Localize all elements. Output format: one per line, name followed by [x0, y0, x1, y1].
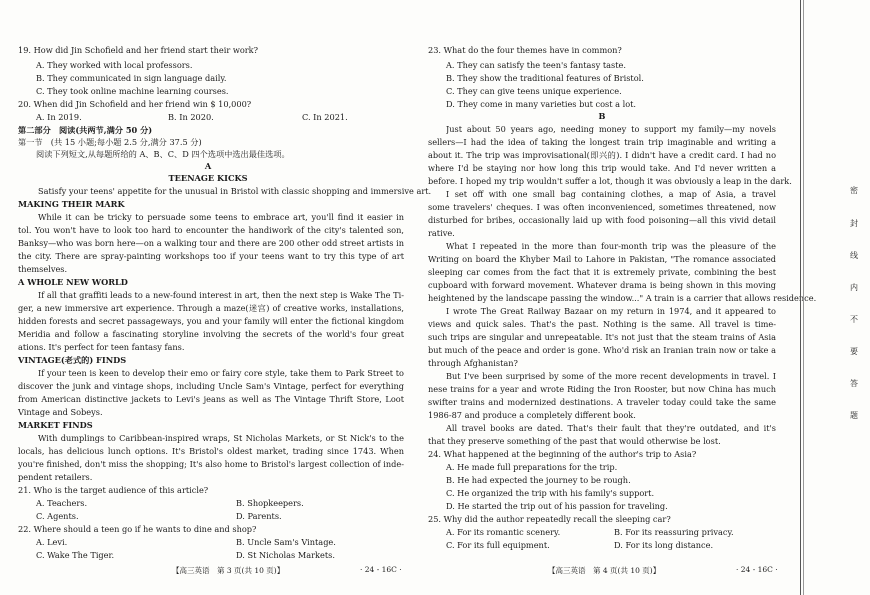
right-text-line: such trips are singular and unrepeatable. It's not just that the steam trains of Asia [428, 332, 776, 342]
left-text-line: B. In 2020. [168, 112, 214, 122]
seal-char: 封 [850, 219, 858, 228]
seal-char: 密 [850, 186, 858, 195]
seal-char: 题 [850, 411, 858, 420]
left-text-line: 20. When did Jin Schofield and her friend win $ 10,000? [18, 99, 252, 109]
left-text-line: 第一节 (共 15 小题;每小题 2.5 分,满分 37.5 分) [18, 137, 202, 147]
left-text-line: pendent retailers. [18, 472, 93, 482]
right-text-line: where I'd be staying nor how long this trip would take. And I'd never written a [428, 163, 776, 173]
left-text-line: ations. It's perfect for teen fantasy fans. [18, 342, 185, 352]
left-text-line: themselves. [18, 264, 68, 274]
left-text-line: With dumplings to Caribbean-inspired wraps, St Nicholas Markets, or St Nick's to the [38, 433, 404, 443]
left-text-line: C. Wake The Tiger. [36, 550, 115, 560]
left-text-line: TEENAGE KICKS [168, 173, 248, 183]
right-text-line: sellers—I had the idea of taking the longest train trip imaginable and writing a [428, 137, 776, 147]
right-text-line: but much of the peace and order is gone. Who'd risk an Iranian train now or take a [428, 345, 776, 355]
left-text-line: D. St Nicholas Markets. [236, 550, 335, 560]
left-text-line: B. Uncle Sam's Vintage. [236, 537, 336, 547]
right-text-line: 23. What do the four themes have in common? [428, 45, 622, 55]
left-text-line: VINTAGE(老式的) FINDS [18, 355, 127, 365]
right-text-line: C. They can give teens unique experience. [446, 86, 622, 96]
right-footer-page-number: 【高三英语 第 4 页(共 10 页)】 [548, 566, 661, 575]
right-text-line: before. I hoped my trip wouldn't suffer a lot, though it was obviously a leap in the dark. [428, 176, 792, 186]
right-text-line: that they preserve something of the past that would otherwise be lost. [428, 436, 721, 446]
left-text-line: the city. There are spray-painting workshops too if your teens want to try this type of art [18, 251, 404, 261]
right-text-line: some travelers' cheques. I was often inconvenienced, sometimes threatened, now [428, 202, 776, 212]
right-text-line: B [598, 111, 606, 121]
right-text-line: heightened by the landscape passing the window..." A train is a carrier that allows residence. [428, 293, 817, 303]
left-text-line: 第二部分 阅读(共两节,满分 50 分) [18, 125, 153, 135]
left-text-line: If all that graffiti leads to a new-found interest in art, then the next step is Wake The Ti- [38, 290, 404, 300]
left-text-line: A WHOLE NEW WORLD [18, 277, 128, 287]
left-text-line: 21. Who is the target audience of this article? [18, 485, 209, 495]
seal-char: 内 [850, 283, 858, 292]
left-text-line: MARKET FINDS [18, 420, 93, 430]
left-text-line: If your teen is keen to develop their emo or fairy core style, take them to Park Street to [38, 368, 404, 378]
left-footer-page-number: 【高三英语 第 3 页(共 10 页)】 [172, 566, 285, 575]
left-text-line: B. Shopkeepers. [236, 498, 304, 508]
left-text-line: A. Levi. [36, 537, 68, 547]
right-text-line: A. For its romantic scenery. [446, 527, 561, 537]
seal-char: 要 [850, 347, 858, 356]
right-text-line: Just about 50 years ago, needing money to support my family—my novels [446, 124, 776, 134]
left-text-line: A. They worked with local professors. [36, 60, 193, 70]
left-text-line: A. In 2019. [36, 112, 82, 122]
left-text-line: 阅读下列短文,从每题所给的 A、B、C、D 四个选项中选出最佳选项。 [36, 149, 290, 159]
left-text-line: A [204, 161, 212, 171]
left-text-line: Banksy—who was born here—on a walking tour and there are 200 other odd street artists in [18, 238, 404, 248]
left-text-line: A. Teachers. [36, 498, 88, 508]
right-text-line: 1986-87 and produce a completely different book. [428, 410, 636, 420]
right-footer-code: · 24 - 16C · [736, 565, 778, 574]
right-text-line: All travel books are dated. That's their fault that they're outdated, and it's [446, 423, 776, 433]
seal-line-strip [788, 0, 870, 595]
left-text-line: tol. You won't have to look too hard to encounter the handiwork of the city's talented son, [18, 225, 404, 235]
right-text-line: C. For its full equipment. [446, 540, 550, 550]
right-text-line: 24. What happened at the beginning of the author's trip to Asia? [428, 449, 697, 459]
left-footer-code: · 24 - 16C · [360, 565, 402, 574]
right-text-line: rative. [428, 228, 455, 238]
left-text-line: C. Agents. [36, 511, 79, 521]
right-text-line: views and quick sales. That's the past. Nothing is the same. All travel is time- [428, 319, 776, 329]
seal-char: 不 [850, 315, 858, 324]
right-text-line: nese trains for a year and wrote Riding the Iron Rooster, but now China has much [428, 384, 776, 394]
left-text-line: Satisfy your teens' appetite for the unusual in Bristol with classic shopping and immersive art. [38, 186, 432, 196]
right-text-line: through Afghanistan? [428, 358, 518, 368]
seal-char: 答 [850, 379, 858, 388]
right-text-line: swifter trains and modernized destinations. A traveler today could take the same [428, 397, 776, 407]
left-text-line: D. Parents. [236, 511, 282, 521]
right-page [416, 0, 817, 595]
right-text-line: I wrote The Great Railway Bazaar on my return in 1974, and it appeared to [446, 306, 776, 316]
left-page [0, 0, 432, 595]
right-text-line: D. For its long distance. [614, 540, 714, 550]
right-text-line: disturbed for bribes, occasionally laid up with food poisoning—all this vivid detail [428, 215, 776, 225]
left-text-line: Meridia and follow a fascinating storyline involving the secrets of the world's four great [18, 329, 404, 339]
right-text-line: What I repeated in the more than four-month trip was the pleasure of the [446, 241, 776, 251]
right-text-line: sleeping car comes from the fact that it is extremely private, combining the best [428, 267, 776, 277]
left-text-line: locals, has delicious lunch options. It's Bristol's oldest market, trading since 1743. When [18, 446, 404, 456]
right-text-line: B. For its reassuring privacy. [614, 527, 734, 537]
right-text-line: But I've been surprised by some of the more recent developments in travel. I [446, 371, 776, 381]
right-text-line: cupboard with forward movement. Whatever drama is being shown in this moving [428, 280, 776, 290]
left-text-line: you're finished, don't miss the shopping; It's also home to Bristol's largest collection of inde- [18, 459, 404, 469]
left-text-line: Vintage and Sobeys. [18, 407, 103, 417]
right-text-line: 25. Why did the author repeatedly recall the sleeping car? [428, 514, 671, 524]
seal-line-inner [803, 0, 804, 595]
seal-line [800, 0, 801, 595]
right-text-line: A. They can satisfy the teen's fantasy taste. [446, 60, 626, 70]
left-text-line: While it can be tricky to persuade some teens to embrace art, you'll find it easier in [38, 212, 404, 222]
left-text-line: ger, a new immersive art experience. Through a maze(迷宫) of creative works, installations, [18, 303, 404, 313]
right-text-line: B. They show the traditional features of Bristol. [446, 73, 644, 83]
left-text-line: MAKING THEIR MARK [18, 199, 125, 209]
right-text-line: Writing on board the Khyber Mail to Lahore in Pakistan, "The romance associated [428, 254, 776, 264]
left-text-line: hidden forests and secret passageways, you and your family will enter the fictional kingdom [18, 316, 404, 326]
right-text-line: D. They come in many varieties but cost a lot. [446, 99, 637, 109]
right-text-line: B. He had expected the journey to be rough. [446, 475, 631, 485]
left-text-line: 22. Where should a teen go if he wants to dine and shop? [18, 524, 257, 534]
left-text-line: C. They took online machine learning courses. [36, 86, 229, 96]
left-text-line: C. In 2021. [302, 112, 348, 122]
right-text-line: about it. The trip was improvisational(即兴的). I didn't have a credit card. I had no [428, 150, 776, 160]
right-text-line: D. He started the trip out of his passion for traveling. [446, 501, 668, 511]
left-text-line: from American distinctive jackets to Levi's jeans as well as The Vintage Thrift Store, Loot [18, 394, 404, 404]
left-text-line: B. They communicated in sign language daily. [36, 73, 227, 83]
right-text-line: A. He made full preparations for the trip. [446, 462, 618, 472]
right-text-line: C. He organized the trip with his family's support. [446, 488, 655, 498]
right-text-line: I set off with one small bag containing clothes, a map of Asia, a travel [446, 189, 776, 199]
left-text-line: discover the junk and vintage shops, including Uncle Sam's Vintage, perfect for everything [18, 381, 404, 391]
seal-char: 线 [850, 251, 858, 260]
left-text-line: 19. How did Jin Schofield and her friend start their work? [18, 45, 259, 55]
